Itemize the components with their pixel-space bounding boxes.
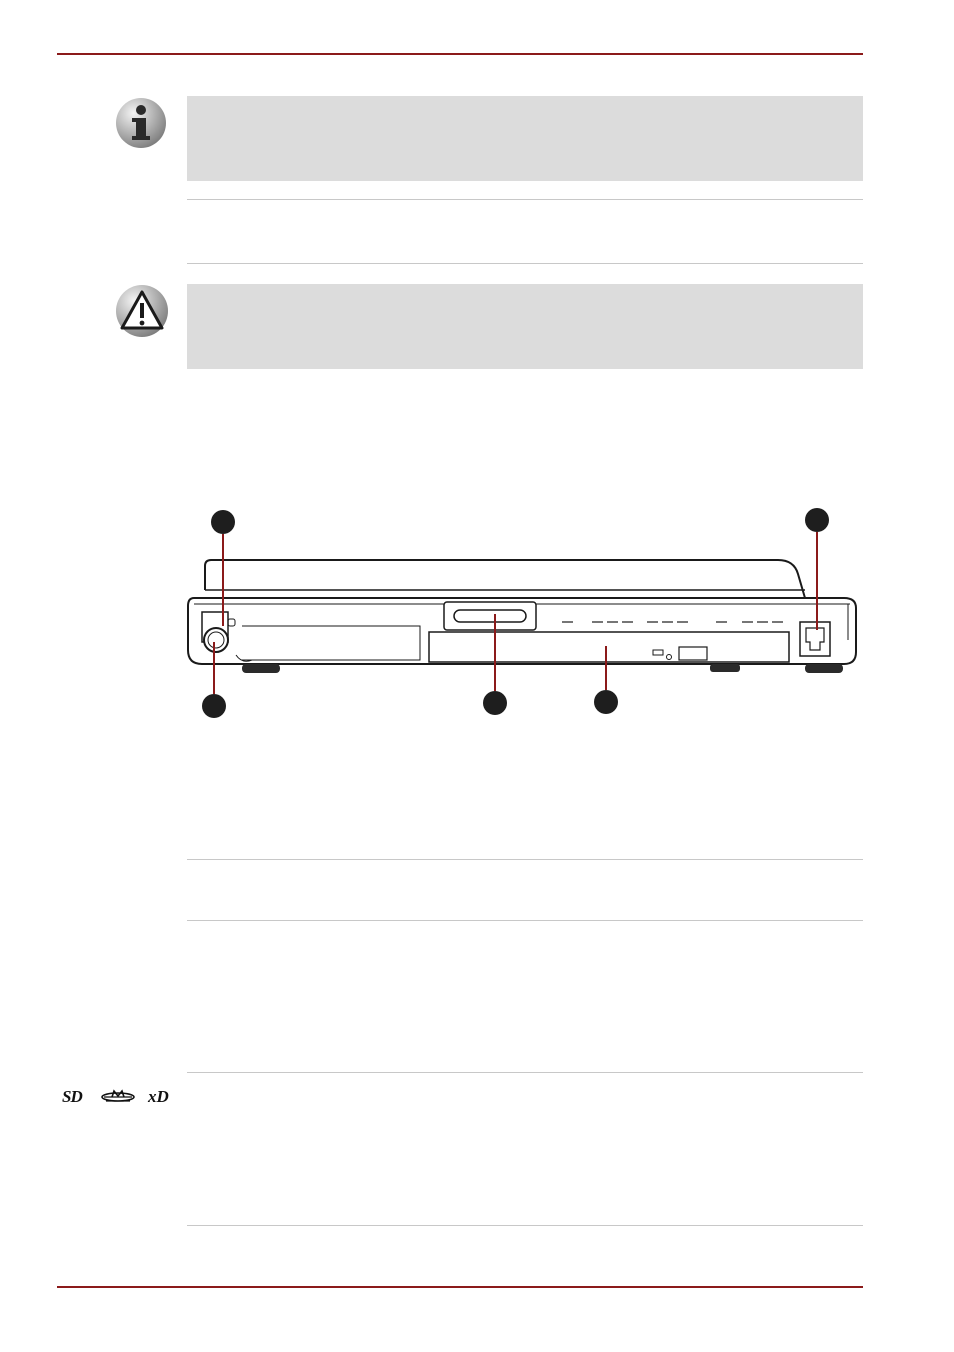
callout-marker xyxy=(202,694,226,718)
callout-line xyxy=(816,532,818,630)
callout-marker xyxy=(483,691,507,715)
table-rule xyxy=(187,1072,863,1073)
callout-marker xyxy=(594,690,618,714)
callout-line xyxy=(605,646,607,690)
memory-stick-logo xyxy=(100,1089,136,1105)
sd-card-logo: SD xyxy=(62,1087,82,1106)
callout-line xyxy=(222,534,224,626)
callout-marker xyxy=(805,508,829,532)
laptop-front-view xyxy=(180,500,870,730)
table-rule xyxy=(187,263,863,264)
callout-marker xyxy=(211,510,235,534)
callout-line xyxy=(213,642,215,694)
callout-line xyxy=(494,614,496,691)
footer-rule xyxy=(57,1286,863,1288)
warning-icon xyxy=(116,285,168,337)
table-rule xyxy=(187,920,863,921)
table-rule xyxy=(187,199,863,200)
info-icon xyxy=(116,98,166,148)
table-rule xyxy=(187,1225,863,1226)
warning-note-box xyxy=(187,284,863,369)
table-rule xyxy=(187,859,863,860)
info-note-box xyxy=(187,96,863,181)
header-rule xyxy=(57,53,863,55)
xd-picture-card-logo: xD xyxy=(148,1087,169,1106)
